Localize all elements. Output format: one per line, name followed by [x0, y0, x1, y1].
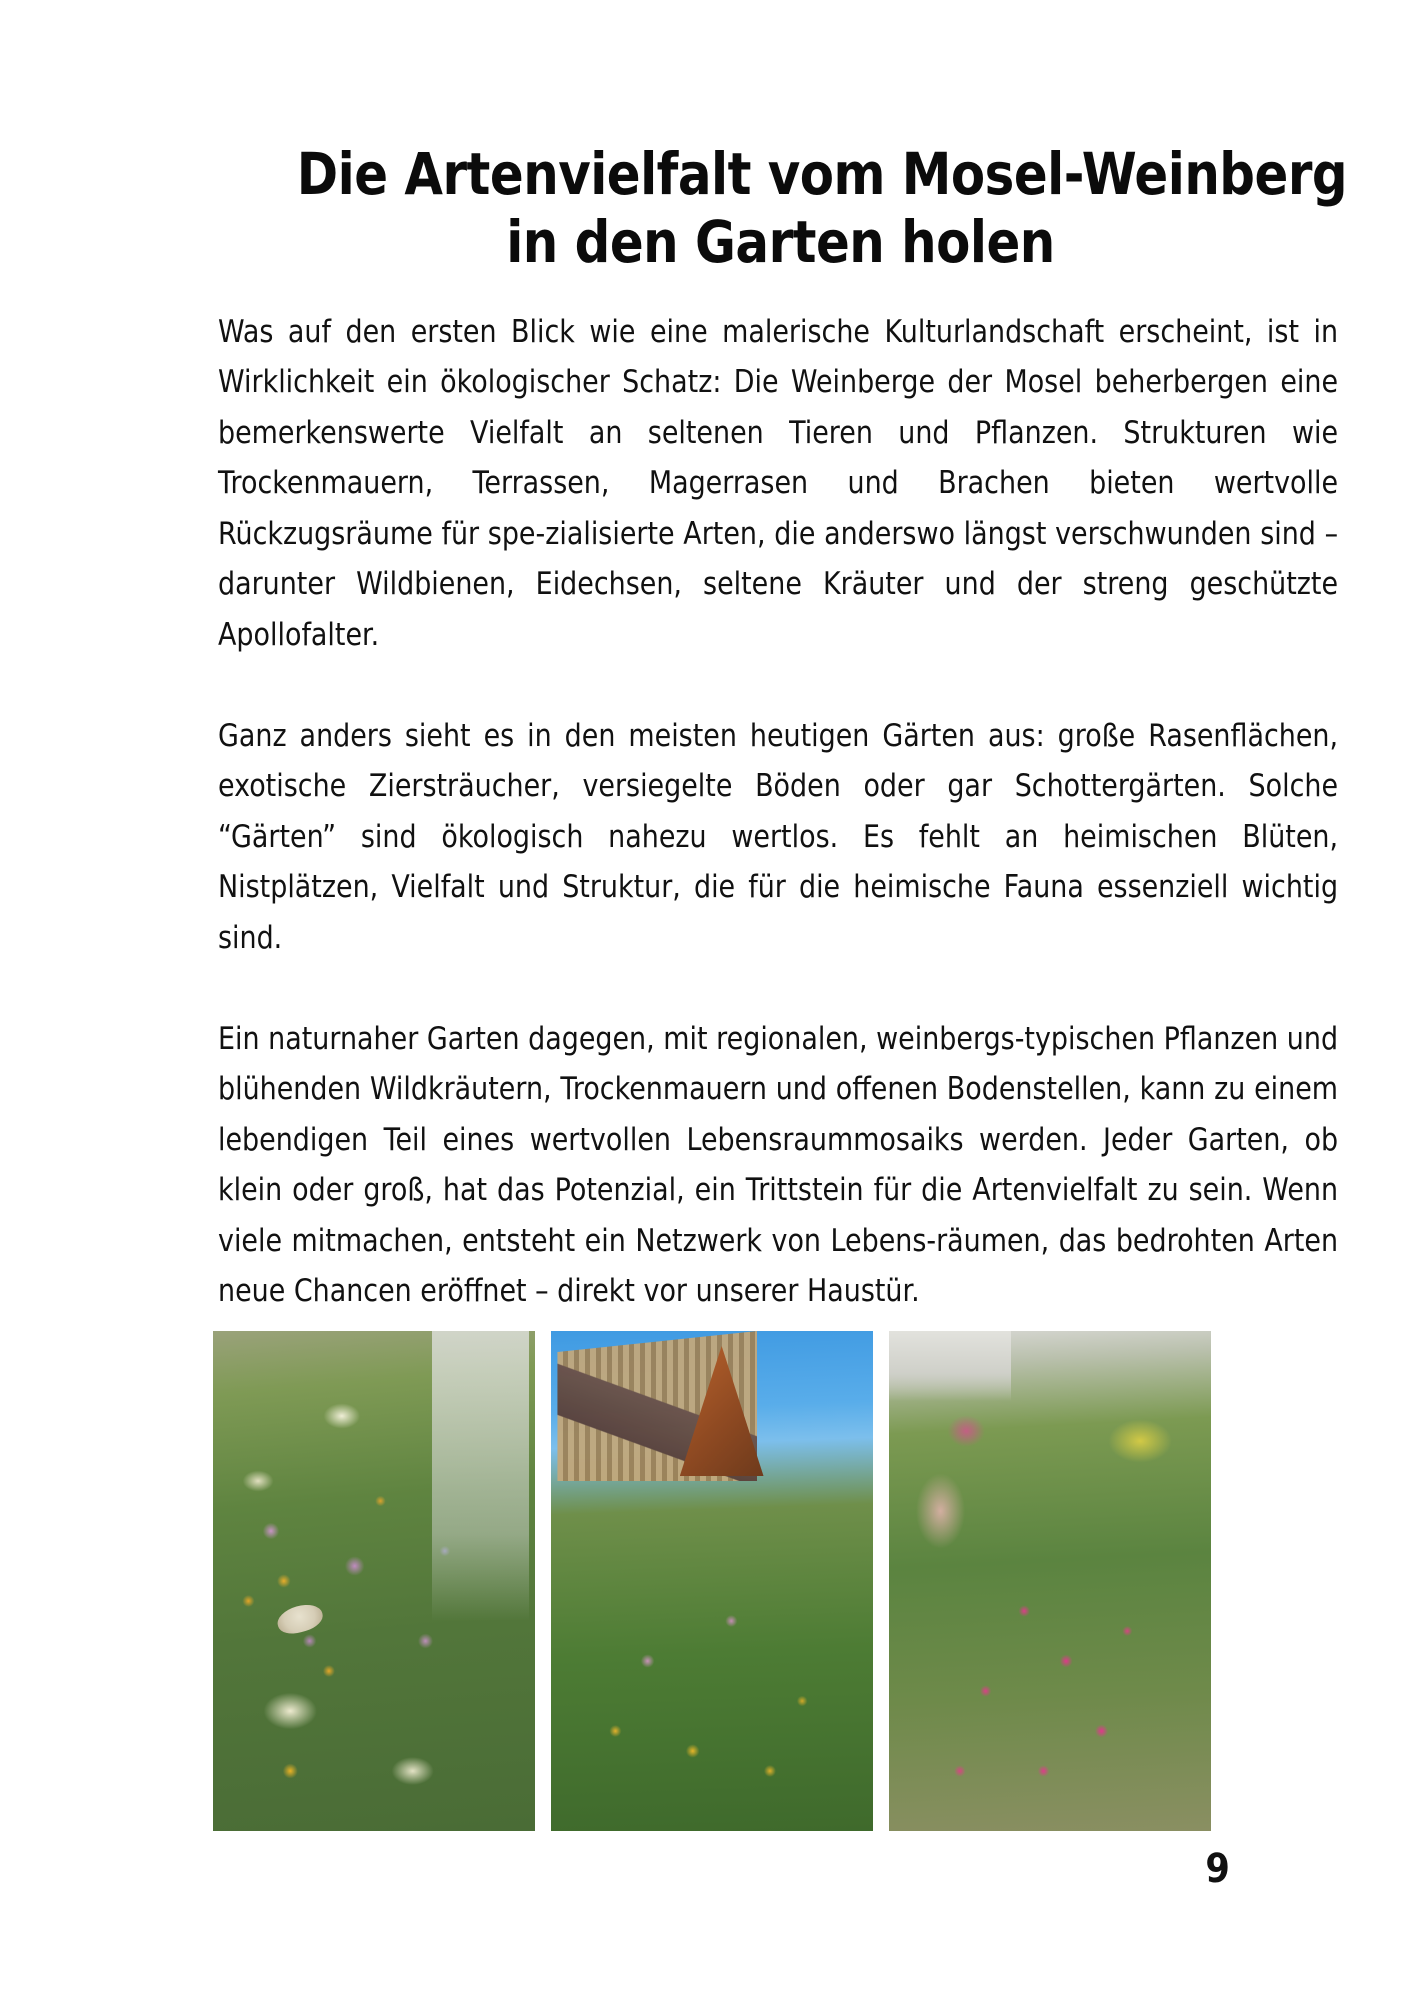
- paragraph-1: Was auf den ersten Blick wie eine malerische Kulturlandschaft erscheint, ist in Wirklichkeit ein ökologischer Schatz: Die Weinberge der Mosel beherbergen eine bemerkenswerte Vielfalt an seltenen Tieren und Pflanzen. Strukturen wie Trockenmauern, Terrassen, Magerrasen und Brachen bieten wertvolle Rückzugsräume für spe-zialisierte Arten, die anderswo längst verschwunden sind – darunter Wildbienen, Eidechsen, seltene Kräuter und der streng geschützte Apollofalter.: [218, 313, 1339, 653]
- photo-naturgarten-mit-zaun-und-dach: [551, 1331, 873, 1831]
- photo-strip: [213, 1331, 1213, 1831]
- page-title-line-2: in den Garten holen: [506, 208, 1055, 277]
- paragraph-3: Ein naturnaher Garten dagegen, mit regionalen, weinbergs-typischen Pflanzen und blühenden Wildkräutern, Trockenmauern und offenen Bodenstellen, kann zu einem lebendigen Teil eines wertvollen Lebensraummosaiks werden. Jeder Garten, ob klein oder groß, hat das Potenzial, ein Trittstein für die Artenvielfalt zu sein. Wenn viele mitmachen, entsteht ein Netzwerk von Lebens-räumen, das bedrohten Arten neue Chancen eröffnet – direkt vor unserer Haustür.: [218, 1020, 1339, 1310]
- page-title: [296, 0, 1348, 277]
- page-content: [218, 0, 1348, 1317]
- paragraph-2: Ganz anders sieht es in den meisten heutigen Gärten aus: große Rasenflächen, exotische Ziersträucher, versiegelte Böden oder gar Schottergärten. Solche “Gärten” sind ökologisch nahezu wertlos. Es fehlt an heimischen Blüten, Nistplätzen, Vielfalt und Struktur, die für die heimische Fauna essenziell wichtig sind.: [218, 717, 1339, 956]
- article-body: [218, 307, 1338, 1317]
- photo-wildflower-meadow-with-butterfly: [213, 1331, 535, 1831]
- page-title-line-1: Die Artenvielfalt vom Mosel-Weinberg: [296, 140, 1348, 208]
- page-number: 9: [1205, 1846, 1230, 1892]
- photo-garten-mit-lichtnelken: [889, 1331, 1211, 1831]
